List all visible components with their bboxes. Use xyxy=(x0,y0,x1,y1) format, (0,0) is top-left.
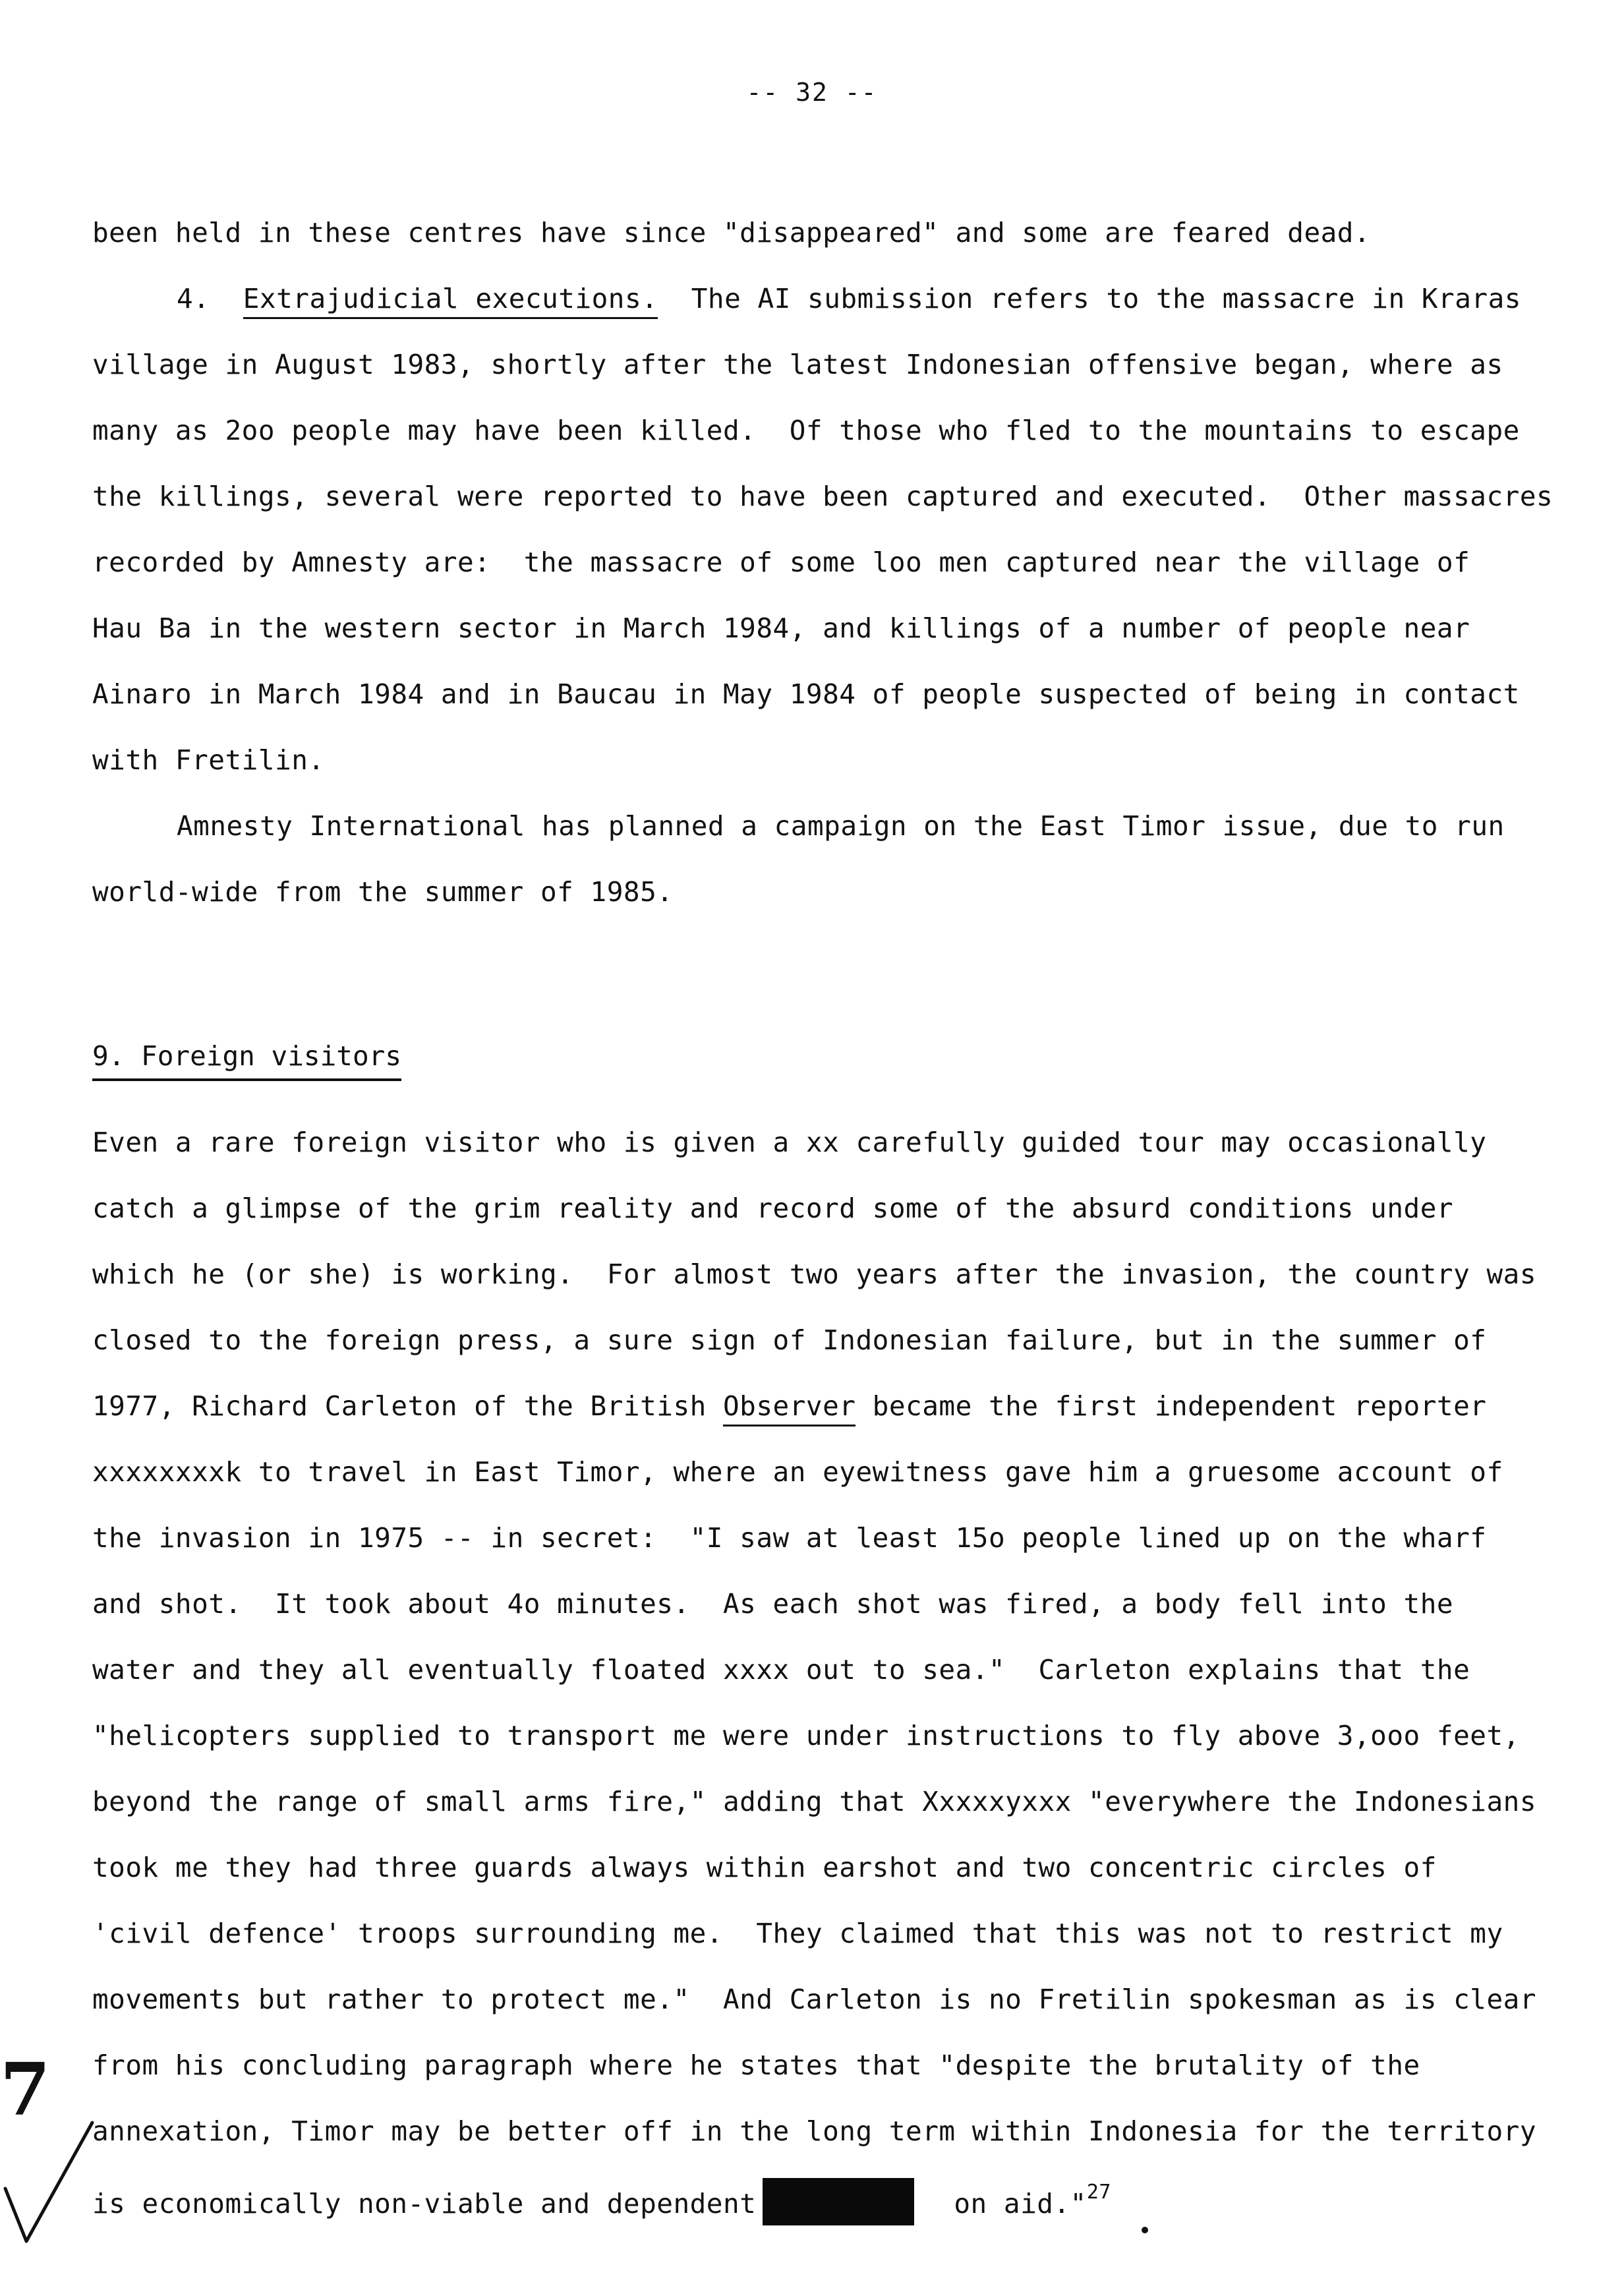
paragraph-line: catch a glimpse of the grim reality and record some of the absurd conditions under xyxy=(92,1192,1454,1224)
text-segment: 1977, Richard Carleton of the British xyxy=(92,1390,723,1422)
paragraph-line: annexation, Timor may be better off in the long term within Indonesia for the territory xyxy=(92,2115,1537,2147)
paragraph-line: beyond the range of small arms fire," adding that Xxxxxyxxx "everywhere the Indonesians xyxy=(92,1786,1537,1817)
text-segment: became the first independent reporter xyxy=(856,1390,1487,1422)
paragraph-line: recorded by Amnesty are: the massacre of some loo men captured near the village of xyxy=(92,546,1470,578)
paragraph-line: 'civil defence' troops surrounding me. They claimed that this was not to restrict my xyxy=(92,1918,1503,1949)
text-segment: is economically non-viable and dependent xyxy=(92,2188,757,2220)
section-heading: 9. Foreign visitors xyxy=(92,1040,401,1081)
paragraph-line: and shot. It took about 4o minutes. As each shot was fired, a body fell into the xyxy=(92,1588,1454,1620)
paragraph-line: Ainaro in March 1984 and in Baucau in May 1984 of people suspected of being in contact xyxy=(92,678,1520,710)
paragraph-line: "helicopters supplied to transport me were under instructions to fly above 3,ooo feet, xyxy=(92,1720,1520,1751)
item-4-title: Extrajudicial executions. xyxy=(243,283,658,319)
paragraph-line: village in August 1983, shortly after the latest Indonesian offensive began, where as xyxy=(92,349,1503,380)
checkmark-icon xyxy=(0,2109,99,2254)
paragraph-line: which he (or she) is working. For almost two years after the invasion, the country was xyxy=(92,1258,1537,1290)
paragraph-line: from his concluding paragraph where he states that "despite the brutality of the xyxy=(92,2049,1420,2081)
paragraph-line: with Fretilin. xyxy=(92,744,325,776)
paragraph-line-observer xyxy=(92,1390,1486,1423)
paragraph-line: xxxxxxxxk to travel in East Timor, where an eyewitness gave him a gruesome account of xyxy=(92,1456,1503,1488)
text-segment: on aid." xyxy=(954,2188,1087,2220)
paragraph-line: world-wide from the summer of 1985. xyxy=(92,876,674,908)
redaction-block xyxy=(763,2178,914,2225)
publication-title: Observer xyxy=(723,1390,856,1426)
page-number: -- 32 -- xyxy=(746,78,878,107)
handwritten-number: 7 xyxy=(0,2047,51,2132)
paragraph-line: movements but rather to protect me." And Carleton is no Fretilin spokesman as is clear xyxy=(92,1984,1537,2015)
paragraph-line: water and they all eventually floated xxxx out to sea." Carleton explains that the xyxy=(92,1654,1470,1686)
paragraph-line: been held in these centres have since "disappeared" and some are feared dead. xyxy=(92,217,1371,249)
paragraph-line-last xyxy=(92,2181,1111,2220)
paragraph-line: the invasion in 1975 -- in secret: "I saw at least 15o people lined up on the wharf xyxy=(92,1522,1487,1554)
paragraph-line: many as 2oo people may have been killed. Of those who fled to the mountains to escape xyxy=(92,415,1520,446)
paragraph-line: Hau Ba in the western sector in March 1984, and killings of a number of people near xyxy=(92,612,1470,644)
item-4-first-line xyxy=(177,282,1521,315)
footnote-marker: 27 xyxy=(1086,2181,1111,2204)
item-4-first-line-rest: The AI submission refers to the massacre in Kraras xyxy=(691,283,1521,314)
paragraph-line: closed to the foreign press, a sure sign of Indonesian failure, but in the summer of xyxy=(92,1324,1487,1356)
paragraph-line: Amnesty International has planned a campaign on the East Timor issue, due to run xyxy=(177,810,1505,842)
paragraph-line: took me they had three guards always within earshot and two concentric circles of xyxy=(92,1852,1437,1883)
item-4-number: 4. xyxy=(177,283,210,314)
paragraph-line: Even a rare foreign visitor who is given a xx carefully guided tour may occasionally xyxy=(92,1127,1487,1158)
paragraph-line: the killings, several were reported to have been captured and executed. Other massacres xyxy=(92,481,1553,512)
stray-mark xyxy=(1142,2227,1148,2233)
